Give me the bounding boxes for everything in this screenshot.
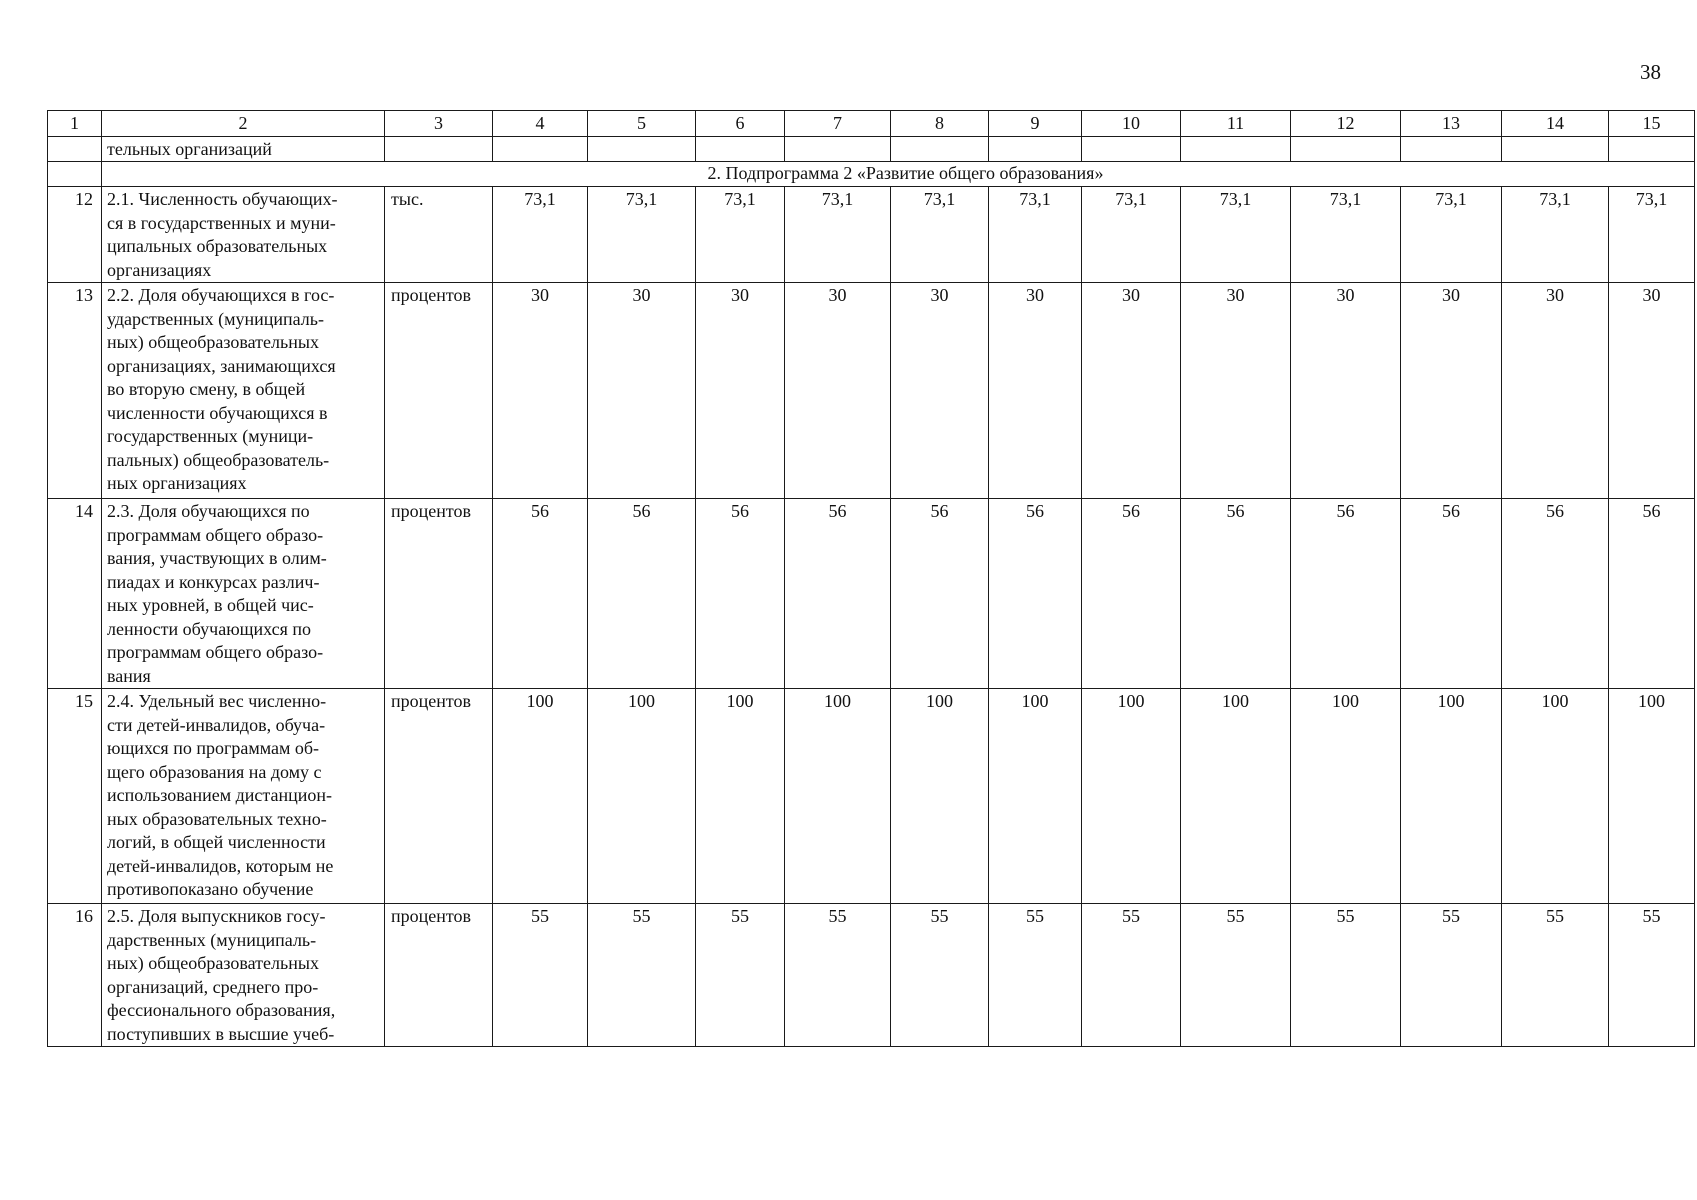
table-cell: [891, 136, 989, 162]
indicator-name-line: ющихся по программам об-: [107, 738, 320, 758]
value-cell: 73,1: [1291, 187, 1401, 283]
indicator-name-line: ленности обучающихся по: [107, 618, 312, 639]
indicator-name-line: противопоказано обучение: [107, 879, 314, 899]
indicator-name-line: вания, участвующих в олим-: [107, 548, 327, 568]
row-number: 16: [48, 904, 102, 1047]
table-cell: [1082, 136, 1181, 162]
indicators-table: [47, 110, 1695, 1047]
value-cell: 100: [891, 689, 989, 904]
indicator-name-line: ся в государственных и муни-: [107, 212, 336, 233]
value-cell: 30: [785, 283, 891, 499]
unit-of-measure: тыс.: [385, 187, 493, 283]
value-cell: 56: [493, 499, 588, 689]
value-cell: 73,1: [1609, 187, 1695, 283]
column-header-cell: 13: [1401, 111, 1502, 137]
table-cell: [1609, 136, 1695, 162]
indicator-name-line: детей-инвалидов, которым не: [107, 855, 334, 876]
table-cell: [1291, 136, 1401, 162]
value-cell: 56: [588, 499, 696, 689]
indicator-name-line: программам общего образо-: [107, 524, 324, 545]
indicator-name-line: программам общего образо-: [107, 642, 324, 662]
indicator-name-line: организациях: [107, 259, 212, 280]
indicator-name: [102, 689, 385, 904]
indicator-name-line: организациях, занимающихся: [107, 355, 336, 376]
column-header-cell: 8: [891, 111, 989, 137]
column-header-cell: 7: [785, 111, 891, 137]
table-row: [48, 187, 1695, 283]
indicator-name-line: щего образования на дому с: [107, 761, 322, 782]
value-cell: 30: [891, 283, 989, 499]
table-cell: [1502, 136, 1609, 162]
page-number: 38: [1640, 60, 1661, 84]
table-cell: [385, 136, 493, 162]
value-cell: 55: [588, 904, 696, 1047]
indicator-name-line: 2.1. Численность обучающих-: [107, 189, 338, 209]
value-cell: 56: [989, 499, 1082, 689]
value-cell: 55: [493, 904, 588, 1047]
column-header-cell: 2: [102, 111, 385, 137]
value-cell: 30: [696, 283, 785, 499]
table-cell: [588, 136, 696, 162]
value-cell: 100: [1082, 689, 1181, 904]
indicator-name-line: организаций, среднего про-: [107, 976, 319, 997]
value-cell: 30: [1609, 283, 1695, 499]
indicator-name-line: ных организациях: [107, 473, 247, 493]
value-cell: 55: [1609, 904, 1695, 1047]
indicator-name-line: 2.3. Доля обучающихся по: [107, 501, 310, 521]
header-row: [48, 111, 1695, 137]
value-cell: 55: [1181, 904, 1291, 1047]
value-cell: 73,1: [989, 187, 1082, 283]
value-cell: 30: [989, 283, 1082, 499]
continuation-text: тельных организаций: [102, 136, 385, 162]
value-cell: 30: [1401, 283, 1502, 499]
indicator-name-line: ных образовательных техно-: [107, 808, 327, 829]
indicator-name-line: 2.2. Доля обучающихся в гос-: [107, 285, 335, 305]
column-header-cell: 10: [1082, 111, 1181, 137]
value-cell: 73,1: [785, 187, 891, 283]
column-header-cell: 5: [588, 111, 696, 137]
column-header-cell: 3: [385, 111, 493, 137]
value-cell: 56: [891, 499, 989, 689]
value-cell: 30: [1291, 283, 1401, 499]
value-cell: 56: [1082, 499, 1181, 689]
subprogram-title: 2. Подпрограмма 2 «Развитие общего образования»: [102, 162, 1695, 187]
value-cell: 30: [1082, 283, 1181, 499]
value-cell: 56: [1502, 499, 1609, 689]
value-cell: 30: [493, 283, 588, 499]
value-cell: 73,1: [588, 187, 696, 283]
value-cell: 55: [696, 904, 785, 1047]
value-cell: 100: [1181, 689, 1291, 904]
table-cell: [48, 136, 102, 162]
table-cell: [1181, 136, 1291, 162]
table-cell: [1401, 136, 1502, 162]
indicator-name-line: фессионального образования,: [107, 1000, 336, 1020]
value-cell: 73,1: [1181, 187, 1291, 283]
value-cell: 56: [696, 499, 785, 689]
column-header-cell: 9: [989, 111, 1082, 137]
row-number: 14: [48, 499, 102, 689]
indicator-name-line: пальных) общеобразователь-: [107, 449, 330, 470]
indicator-name-line: государственных (муници-: [107, 426, 314, 446]
table-row: [48, 904, 1695, 1047]
unit-of-measure: процентов: [385, 283, 493, 499]
column-header-cell: 12: [1291, 111, 1401, 137]
table-cell: [785, 136, 891, 162]
subprogram-row: [48, 162, 1695, 187]
value-cell: 55: [1502, 904, 1609, 1047]
value-cell: 55: [1401, 904, 1502, 1047]
indicator-name-line: дарственных (муниципаль-: [107, 929, 317, 950]
value-cell: 56: [1181, 499, 1291, 689]
value-cell: 56: [1401, 499, 1502, 689]
value-cell: 100: [989, 689, 1082, 904]
value-cell: 73,1: [891, 187, 989, 283]
indicator-name-line: сти детей-инвалидов, обуча-: [107, 714, 326, 735]
value-cell: 56: [1609, 499, 1695, 689]
value-cell: 30: [1181, 283, 1291, 499]
value-cell: 73,1: [1082, 187, 1181, 283]
value-cell: 100: [696, 689, 785, 904]
value-cell: 55: [785, 904, 891, 1047]
unit-of-measure: процентов: [385, 904, 493, 1047]
value-cell: 73,1: [493, 187, 588, 283]
column-header-cell: 6: [696, 111, 785, 137]
column-header-cell: 11: [1181, 111, 1291, 137]
value-cell: 100: [1291, 689, 1401, 904]
value-cell: 55: [989, 904, 1082, 1047]
unit-of-measure: процентов: [385, 689, 493, 904]
value-cell: 30: [588, 283, 696, 499]
indicator-name-line: ципальных образовательных: [107, 236, 328, 256]
value-cell: 100: [493, 689, 588, 904]
indicator-name: [102, 904, 385, 1047]
value-cell: 73,1: [1502, 187, 1609, 283]
table-row: [48, 283, 1695, 499]
value-cell: 100: [1502, 689, 1609, 904]
value-cell: 100: [1401, 689, 1502, 904]
indicator-name-line: использованием дистанцион-: [107, 785, 332, 805]
table-body: [48, 111, 1695, 1047]
value-cell: 100: [1609, 689, 1695, 904]
value-cell: 55: [1291, 904, 1401, 1047]
value-cell: 30: [1502, 283, 1609, 499]
table-cell: [48, 162, 102, 187]
indicator-name-line: во вторую смену, в общей: [107, 379, 306, 399]
value-cell: 100: [588, 689, 696, 904]
value-cell: 100: [785, 689, 891, 904]
row-number: 12: [48, 187, 102, 283]
unit-of-measure: процентов: [385, 499, 493, 689]
indicator-name: [102, 283, 385, 499]
indicator-name: [102, 187, 385, 283]
value-cell: 73,1: [1401, 187, 1502, 283]
value-cell: 55: [1082, 904, 1181, 1047]
row-number: 15: [48, 689, 102, 904]
value-cell: 56: [785, 499, 891, 689]
value-cell: 56: [1291, 499, 1401, 689]
indicator-name-line: 2.4. Удельный вес численно-: [107, 691, 327, 711]
value-cell: 55: [891, 904, 989, 1047]
column-header-cell: 15: [1609, 111, 1695, 137]
indicator-name: [102, 499, 385, 689]
column-header-cell: 14: [1502, 111, 1609, 137]
indicator-name-line: ных) общеобразовательных: [107, 332, 319, 352]
indicator-name-line: 2.5. Доля выпускников госу-: [107, 906, 326, 926]
row-number: 13: [48, 283, 102, 499]
indicator-name-line: численности обучающихся в: [107, 402, 328, 423]
indicator-name-line: пиадах и конкурсах различ-: [107, 571, 320, 592]
indicator-name-line: ных уровней, в общей чис-: [107, 595, 314, 615]
indicator-name-line: вания: [107, 665, 151, 686]
indicator-name-line: ных) общеобразовательных: [107, 953, 319, 973]
column-header-cell: 1: [48, 111, 102, 137]
indicator-name-line: логий, в общей численности: [107, 832, 326, 852]
table-cell: [989, 136, 1082, 162]
value-cell: 73,1: [696, 187, 785, 283]
continuation-row: [48, 136, 1695, 162]
table-row: [48, 499, 1695, 689]
indicator-name-line: поступивших в высшие учеб-: [107, 1023, 335, 1044]
table-cell: [493, 136, 588, 162]
table-row: [48, 689, 1695, 904]
column-header-cell: 4: [493, 111, 588, 137]
indicator-name-line: ударственных (муниципаль-: [107, 308, 324, 329]
table-cell: [696, 136, 785, 162]
